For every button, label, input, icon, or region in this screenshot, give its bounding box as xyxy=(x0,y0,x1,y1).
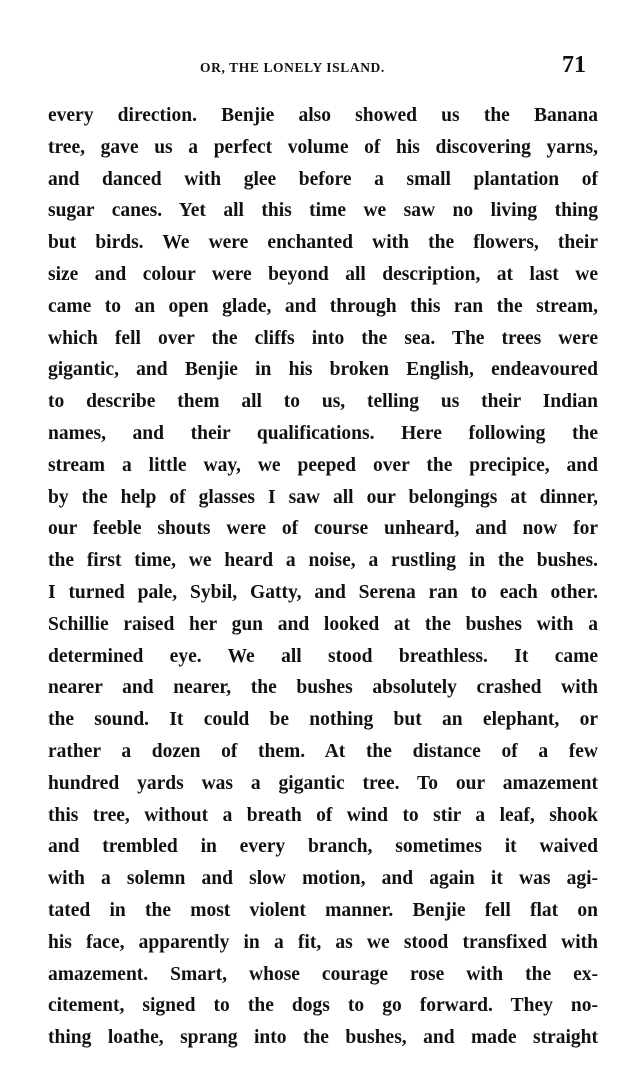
text-line: gigantic, and Benjie in his broken English, endeavoured xyxy=(48,359,598,381)
text-line: determined eye. We all stood breathless. It came xyxy=(48,645,598,667)
text-line: rather a dozen of them. At the distance of a few xyxy=(48,740,598,762)
text-line: his face, apparently in a fit, as we stood transfixed with xyxy=(48,931,598,953)
text-line: this tree, without a breath of wind to stir a leaf, shook xyxy=(48,804,598,826)
text-line: stream a little way, we peeped over the precipice, and xyxy=(48,454,598,476)
text-line: by the help of glasses I saw all our belongings at dinner, xyxy=(48,486,598,508)
text-line: sugar canes. Yet all this time we saw no living thing xyxy=(48,200,598,222)
text-line: tated in the most violent manner. Benjie fell flat on xyxy=(48,899,598,921)
text-line: nearer and nearer, the bushes absolutely crashed with xyxy=(48,677,598,699)
text-line: I turned pale, Sybil, Gatty, and Serena ran to each other. xyxy=(48,581,598,603)
text-line: but birds. We were enchanted with the flowers, their xyxy=(48,232,598,254)
page-number: 71 xyxy=(562,52,586,78)
text-line: amazement. Smart, whose courage rose with the ex- xyxy=(48,963,598,985)
text-line: and danced with glee before a small plantation of xyxy=(48,168,598,190)
text-line: which fell over the cliffs into the sea. The trees were xyxy=(48,327,598,349)
text-line: the first time, we heard a noise, a rustling in the bushes. xyxy=(48,550,598,572)
text-line: hundred yards was a gigantic tree. To our amazement xyxy=(48,772,598,794)
text-line: citement, signed to the dogs to go forward. They no- xyxy=(48,995,598,1017)
text-line: thing loathe, sprang into the bushes, and made straight xyxy=(48,1027,598,1049)
text-line: Schillie raised her gun and looked at the bushes with a xyxy=(48,613,598,635)
running-head: OR, THE LONELY ISLAND. xyxy=(200,60,385,75)
text-line: size and colour were beyond all description, at last we xyxy=(48,263,598,285)
text-line: and trembled in every branch, sometimes it waived xyxy=(48,836,598,858)
text-line: to describe them all to us, telling us their Indian xyxy=(48,391,598,413)
text-line: with a solemn and slow motion, and again it was agi- xyxy=(48,868,598,890)
text-line: every direction. Benjie also showed us the Banana xyxy=(48,105,598,126)
text-line: tree, gave us a perfect volume of his discovering yarns, xyxy=(48,136,598,158)
page-header xyxy=(46,52,594,88)
text-line: the sound. It could be nothing but an elephant, or xyxy=(48,709,598,731)
text-line: came to an open glade, and through this ran the stream, xyxy=(48,295,598,317)
body-text xyxy=(48,100,598,1054)
text-line: names, and their qualifications. Here following the xyxy=(48,422,598,444)
text-line: our feeble shouts were of course unheard, and now for xyxy=(48,518,598,540)
